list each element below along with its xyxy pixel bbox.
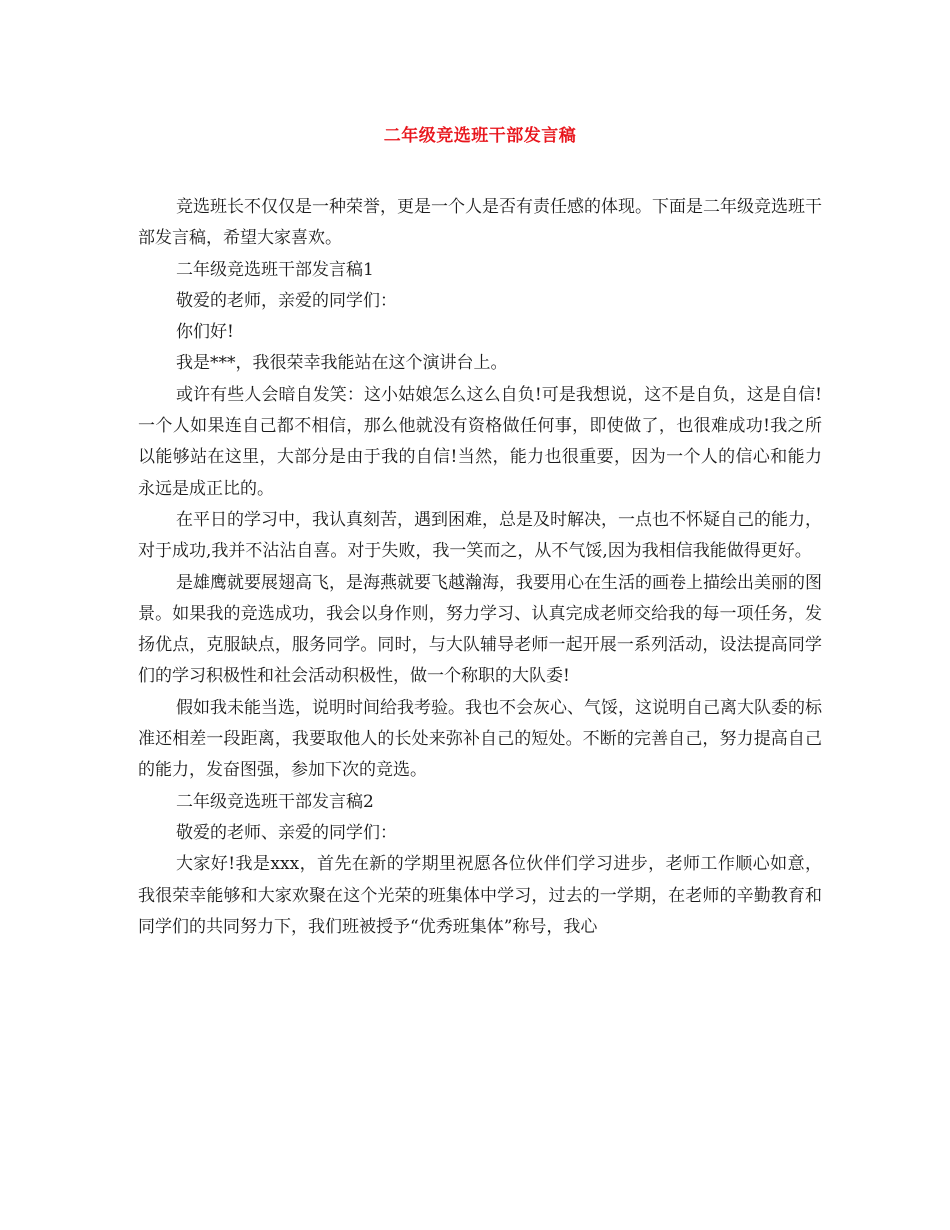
paragraph: 在平日的学习中，我认真刻苦，遇到困难，总是及时解决，一点也不怀疑自己的能力，对于成功,我并不沾沾自喜。对于失败，我一笑而之，从不气馁,因为我相信我能做得更好。 — [138, 509, 822, 562]
paragraph: 我是***，我很荣幸我能站在这个演讲台上。 — [176, 353, 508, 374]
document-body — [138, 192, 822, 943]
paragraph: 假如我未能当选，说明时间给我考验。我也不会灰心、气馁，这说明自己离大队委的标准还相差一段距离，我要取他人的长处来弥补自己的短处。不断的完善自己，努力提高自己的能力，发奋图强，参加下次的竞选。 — [138, 697, 822, 781]
section-heading: 二年级竞选班干部发言稿1 — [176, 259, 374, 280]
paragraph: 你们好! — [176, 322, 234, 343]
document-title: 二年级竞选班干部发言稿 — [383, 126, 577, 146]
paragraph: 敬爱的老师、亲爱的同学们： — [176, 822, 397, 843]
paragraph: 敬爱的老师，亲爱的同学们： — [176, 290, 397, 311]
paragraph: 或许有些人会暗自发笑：这小姑娘怎么这么自负!可是我想说，这不是自负，这是自信!一个人如果连自己都不相信，那么他就没有资格做任何事，即使做了，也很难成功!我之所以能够站在这里，大部分是由于我的自信!当然，能力也很重要，因为一个人的信心和能力永远是成正比的。 — [138, 384, 822, 499]
paragraph: 竞选班长不仅仅是一种荣誉，更是一个人是否有责任感的体现。下面是二年级竞选班干部发言稿，希望大家喜欢。 — [138, 197, 822, 249]
paragraph: 大家好!我是xxx，首先在新的学期里祝愿各位伙伴们学习进步，老师工作顺心如意，我很荣幸能够和大家欢聚在这个光荣的班集体中学习，过去的一学期，在老师的辛勤教育和同学们的共同努力下，我们班被授予“优秀班集体”称号，我心 — [138, 854, 822, 937]
document-page — [138, 120, 822, 943]
section-heading: 二年级竞选班干部发言稿2 — [176, 791, 374, 812]
paragraph: 是雄鹰就要展翅高飞，是海燕就要飞越瀚海，我要用心在生活的画卷上描绘出美丽的图景。如果我的竞选成功，我会以身作则，努力学习、认真完成老师交给我的每一项任务，发扬优点，克服缺点，服务同学。同时，与大队辅导老师一起开展一系列活动，设法提高同学们的学习积极性和社会活动积极性，做一个称职的大队委! — [138, 572, 822, 687]
